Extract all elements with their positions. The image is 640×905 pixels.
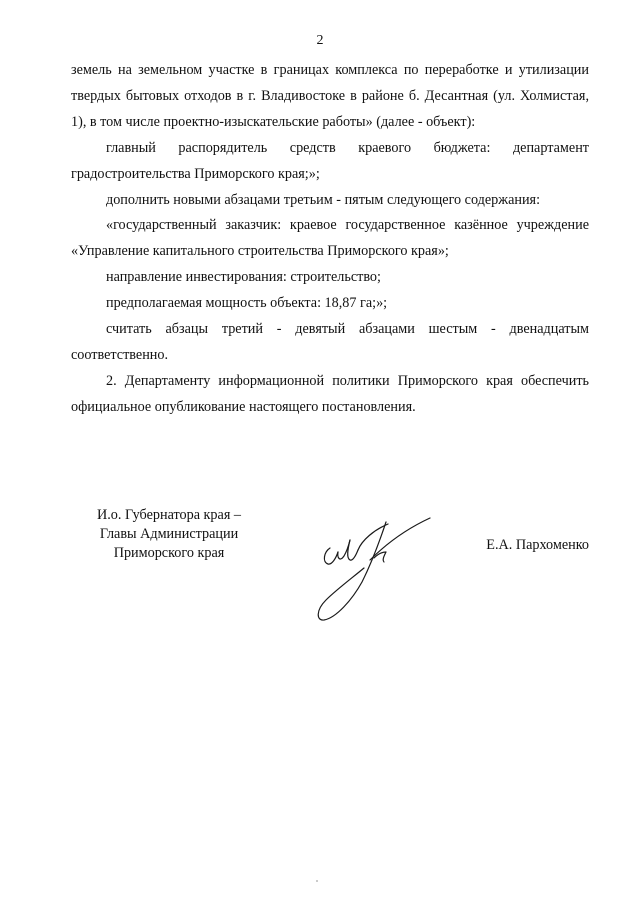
paragraph-7: считать абзацы третий - девятый абзацами шестым - двенадцатым соответственно. xyxy=(71,321,589,363)
page-number: 2 xyxy=(316,33,324,48)
scan-speck xyxy=(316,880,318,882)
paragraph-2: главный распорядитель средств краевого бюджета: департамент градостроительства Приморского края;»; xyxy=(71,139,589,182)
signatory-position xyxy=(74,506,264,563)
paragraph-8: 2. Департаменту информационной политики Приморского края обеспечить официальное опубликование настоящего постановления. xyxy=(71,372,589,415)
signatory-name: Е.А. Пархоменко xyxy=(486,537,589,553)
paragraph-6: предполагаемая мощность объекта: 18,87 га;»; xyxy=(106,295,388,312)
paragraph-3: дополнить новыми абзацами третьим - пятым следующего содержания: xyxy=(106,191,541,208)
signatory-position-line-2: Главы Администрации xyxy=(99,526,239,542)
paragraph-1: земель на земельном участке в границах комплекса по переработке и утилизации твердых бытовых отходов в г. Владивостоке в районе б. Десантная (ул. Холмистая, 1), в том числе проектно-изыскательские работы» (далее - объект): xyxy=(71,62,589,130)
paragraph-5: направление инвестирования: строительство; xyxy=(106,269,381,286)
paragraph-4: «государственный заказчик: краевое государственное казённое учреждение «Управление капитального строительства Приморского края»; xyxy=(71,217,589,260)
signatory-position-line-3: Приморского края xyxy=(113,545,225,561)
signatory-position-line-1: И.о. Губернатора края – xyxy=(97,507,241,523)
handwritten-signature xyxy=(300,500,450,630)
document-body xyxy=(71,58,589,421)
